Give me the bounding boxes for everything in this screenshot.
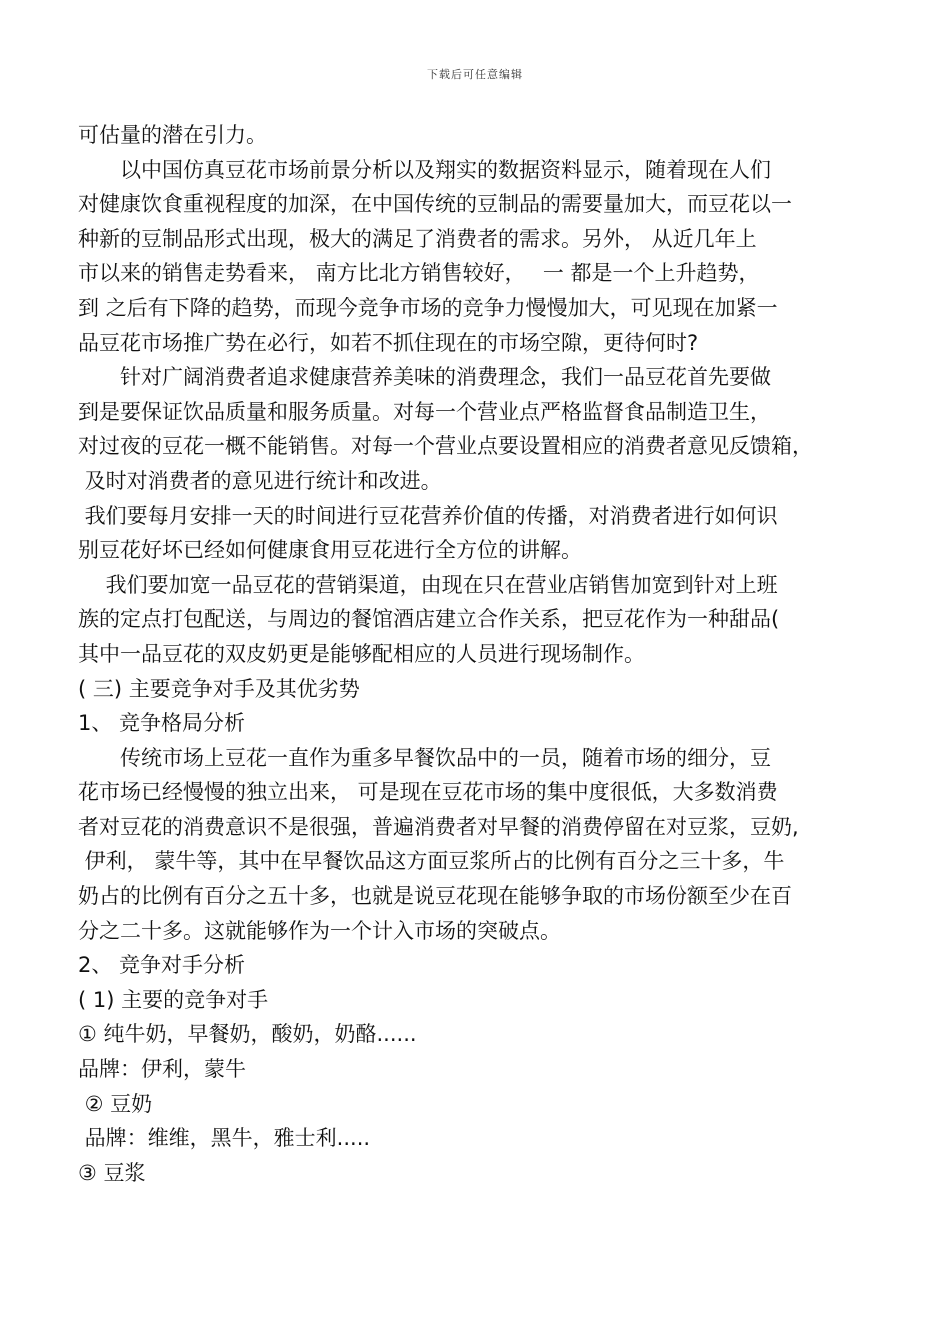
document-body xyxy=(78,118,878,1190)
list-item: ③ 豆浆 xyxy=(78,1160,146,1185)
text-line: 族的定点打包配送，与周边的餐馆酒店建立合作关系，把豆花作为一种甜品( xyxy=(78,607,780,632)
text-line: 奶占的比例有百分之五十多，也就是说豆花现在能够争取的市场份额至少在百 xyxy=(78,884,792,909)
text-line: 到是要保证饮品质量和服务质量。对每一个营业点严格监督食品制造卫生， xyxy=(78,399,771,424)
text-line: 市以来的销售走势看来， 南方比北方销售较好， 一 都是一个上升趋势， xyxy=(78,261,760,286)
text-line: 我们要每月安排一天的时间进行豆花营养价值的传播，对消费者进行如何识 xyxy=(78,503,778,528)
page-header: 下载后可任意编辑 xyxy=(427,68,523,81)
text-line: 别豆花好坏已经如何健康食用豆花进行全方位的讲解。 xyxy=(78,538,582,563)
text-line: 以中国仿真豆花市场前景分析以及翔实的数据资料显示，随着现在人们 xyxy=(78,157,771,182)
text-line: 品牌：维维，黑牛，雅士利..... xyxy=(78,1126,371,1151)
text-line: 分之二十多。这就能够作为一个计入市场的突破点。 xyxy=(78,918,561,943)
text-line: 者对豆花的消费意识不是很强，普遍消费者对早餐的消费停留在对豆浆，豆奶, xyxy=(78,814,799,839)
text-line: 我们要加宽一品豆花的营销渠道，由现在只在营业店销售加宽到针对上班 xyxy=(78,572,778,597)
text-line: 及时对消费者的意见进行统计和改进。 xyxy=(78,468,442,493)
text-line: 对过夜的豆花一概不能销售。对每一个营业点要设置相应的消费者意见反馈箱， xyxy=(78,434,813,459)
text-line: 对健康饮食重视程度的加深，在中国传统的豆制品的需要量加大，而豆花以一 xyxy=(78,192,792,217)
subsection-heading: 1、 竞争格局分析 xyxy=(78,711,246,736)
text-line: 品豆花市场推广势在必行，如若不抓住现在的市场空隙，更待何时? xyxy=(78,330,699,355)
text-line: 伊利， 蒙牛等，其中在早餐饮品这方面豆浆所占的比例有百分之三十多，牛 xyxy=(78,849,785,874)
text-line: 种新的豆制品形式出现，极大的满足了消费者的需求。另外， 从近几年上 xyxy=(78,226,757,251)
list-item: ① 纯牛奶，早餐奶，酸奶，奶酪...... xyxy=(78,1022,417,1047)
text-line: 针对广阔消费者追求健康营养美味的消费理念，我们一品豆花首先要做 xyxy=(78,365,771,390)
sub-heading: ( 1) 主要的竞争对手 xyxy=(78,987,269,1012)
text-line: 其中一品豆花的双皮奶更是能够配相应的人员进行现场制作。 xyxy=(78,641,645,666)
text-line: 可估量的潜在引力。 xyxy=(78,123,267,147)
text-line: 到 之后有下降的趋势，而现今竞争市场的竞争力慢慢加大，可见现在加紧一 xyxy=(78,295,778,320)
list-item: ② 豆奶 xyxy=(78,1091,153,1116)
subsection-heading: 2、 竞争对手分析 xyxy=(78,953,246,978)
text-line: 品牌：伊利，蒙牛 xyxy=(78,1057,246,1082)
section-heading: ( 三) 主要竞争对手及其优劣势 xyxy=(78,676,360,701)
text-line: 传统市场上豆花一直作为重多早餐饮品中的一员，随着市场的细分，豆 xyxy=(78,745,771,770)
text-line: 花市场已经慢慢的独立出来， 可是现在豆花市场的集中度很低，大多数消费 xyxy=(78,780,778,805)
